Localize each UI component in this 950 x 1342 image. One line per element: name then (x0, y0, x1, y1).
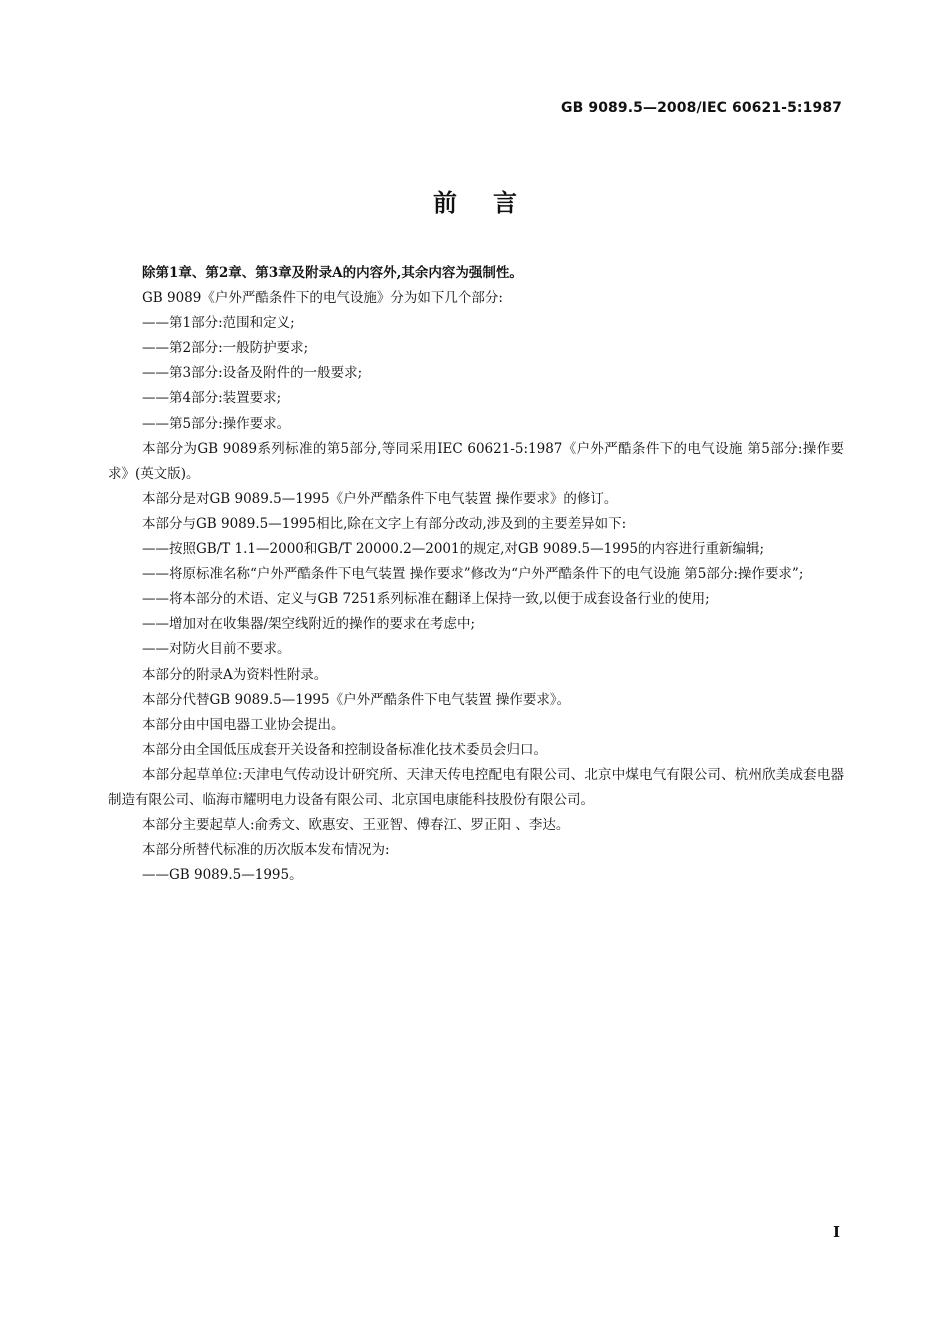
part-list-item-3: ——第3部分:设备及附件的一般要求; (142, 365, 363, 382)
difference-item-4: ——增加对在收集器/架空线附近的操作的要求在考虑中; (142, 616, 476, 633)
part-list-item-5: ——第5部分:操作要求。 (142, 415, 291, 432)
adoption-paragraph: 本部分为GB 9089系列标准的第5部分,等同采用IEC 60621-5:1987《户外严酷条件下的电气设施 第5部分:操作要求》(英文版)。 (108, 440, 844, 482)
history-item-1: ——GB 9089.5—1995。 (142, 867, 303, 884)
page-number: I (832, 1223, 840, 1241)
parts-intro: GB 9089《户外严酷条件下的电气设施》分为如下几个部分: (142, 290, 503, 307)
annex-paragraph: 本部分的附录A为资料性附录。 (142, 666, 328, 683)
drafters-paragraph: 本部分主要起草人:俞秀文、欧惠安、王亚智、傅春江、罗正阳 、李达。 (142, 817, 570, 834)
difference-item-5: ——对防火目前不要求。 (142, 641, 291, 658)
differences-intro: 本部分与GB 9089.5—1995相比,除在文字上有部分改动,涉及到的主要差异如下: (142, 515, 627, 532)
drafting-units-paragraph: 本部分起草单位:天津电气传动设计研究所、天津天传电控配电有限公司、北京中煤电气有限公司、杭州欣美成套电器制造有限公司、临海市耀明电力设备有限公司、北京国电康能科技股份有限公司。 (108, 766, 844, 808)
difference-item-2: ——将原标准名称“户外严酷条件下电气装置 操作要求”修改为“户外严酷条件下的电气设施 第5部分:操作要求”; (142, 566, 804, 583)
foreword-body (108, 261, 844, 888)
page-title: 前言 (433, 189, 553, 217)
administered-by-paragraph: 本部分由全国低压成套开关设备和控制设备标准化技术委员会归口。 (142, 741, 547, 758)
mandatory-note: 除第1章、第2章、第3章及附录A的内容外,其余内容为强制性。 (142, 265, 523, 281)
revision-paragraph: 本部分是对GB 9089.5—1995《户外严酷条件下电气装置 操作要求》的修订。 (142, 490, 618, 507)
history-intro: 本部分所替代标准的历次版本发布情况为: (142, 842, 390, 859)
part-list-item-2: ——第2部分:一般防护要求; (142, 340, 309, 357)
part-list-item-1: ——第1部分:范围和定义; (142, 315, 295, 332)
difference-item-1: ——按照GB/T 1.1—2000和GB/T 20000.2—2001的规定,对GB 9089.5—1995的内容进行重新编辑; (142, 541, 765, 558)
part-list-item-4: ——第4部分:装置要求; (142, 390, 282, 407)
header-standard-code: GB 9089.5—2008/IEC 60621-5:1987 (561, 100, 842, 116)
replaces-paragraph: 本部分代替GB 9089.5—1995《户外严酷条件下电气装置 操作要求》。 (142, 691, 571, 708)
proposed-by-paragraph: 本部分由中国电器工业协会提出。 (142, 716, 345, 733)
difference-item-3: ——将本部分的术语、定义与GB 7251系列标准在翻译上保持一致,以便于成套设备行业的使用; (142, 591, 710, 608)
